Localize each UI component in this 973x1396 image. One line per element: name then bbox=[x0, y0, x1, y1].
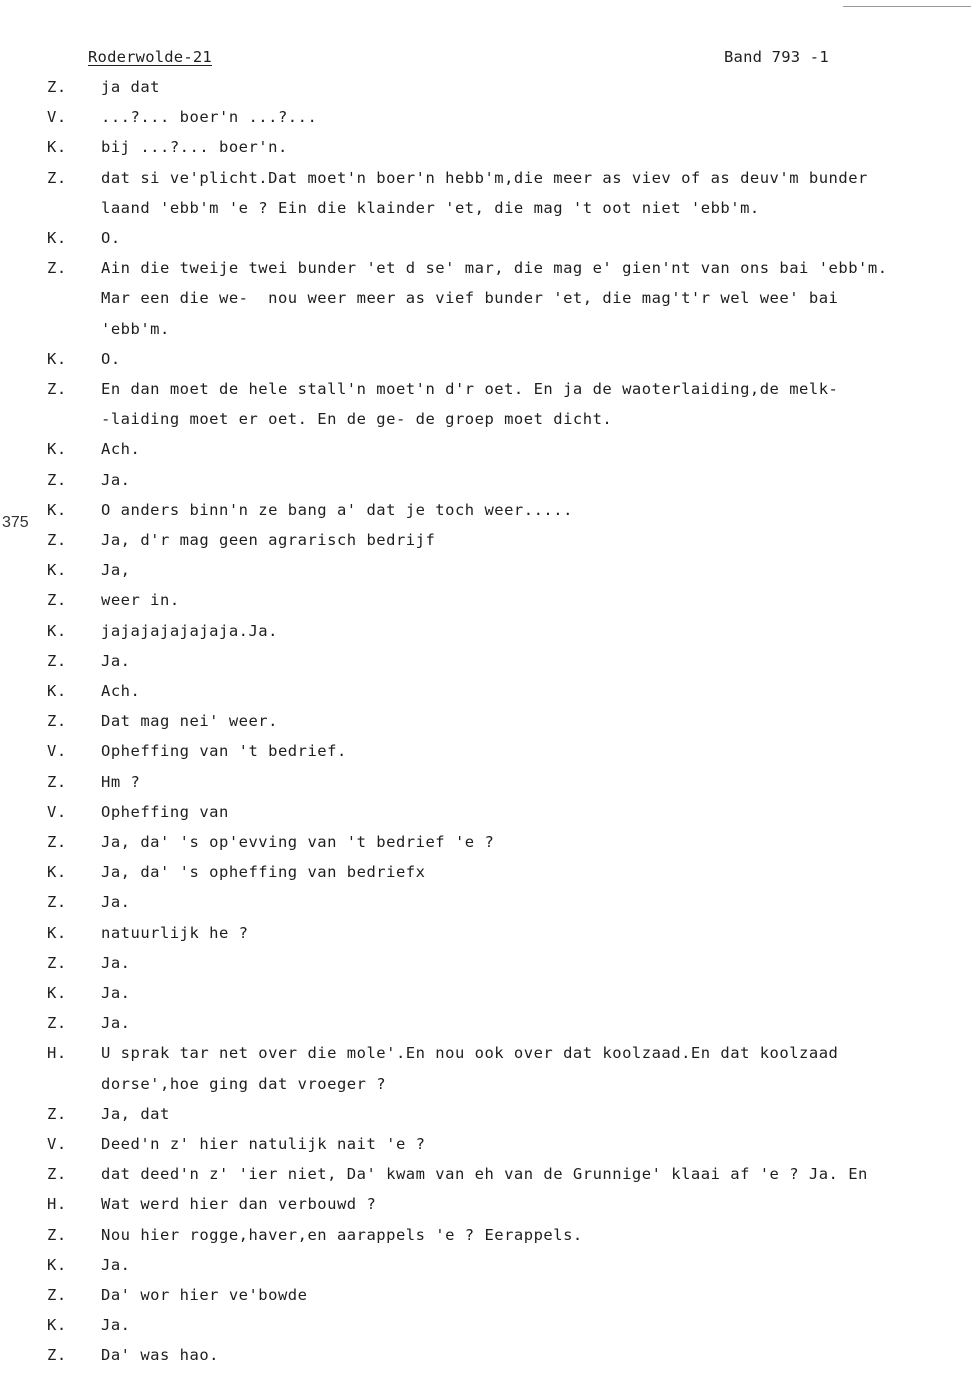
utterance-line: 'ebb'm. bbox=[101, 319, 170, 338]
speaker-label: V. bbox=[47, 108, 67, 127]
utterance-line: O anders binn'n ze bang a' dat je toch weer..... bbox=[101, 500, 573, 519]
utterance-line: Dat mag nei' weer. bbox=[101, 712, 278, 731]
speaker-label: Z. bbox=[47, 380, 67, 398]
speaker-label: K. bbox=[47, 229, 67, 247]
top-rule bbox=[843, 6, 971, 7]
speaker-label: V. bbox=[47, 1135, 67, 1153]
speaker-label: K. bbox=[47, 138, 67, 157]
utterance-line: jajajajajajaja.Ja. bbox=[101, 621, 278, 640]
utterance-line: Ja. bbox=[101, 893, 131, 912]
utterance-line: Wat werd hier dan verbouwd ? bbox=[101, 1195, 377, 1214]
speaker-label: Z. bbox=[47, 470, 67, 489]
margin-note: 375 bbox=[2, 514, 29, 531]
utterance-line: dat deed'n z' 'ier niet, Da' kwam van eh van de Grunnige' klaai af 'e ? Ja. En bbox=[101, 1165, 868, 1184]
utterance-line: Hm ? bbox=[101, 772, 141, 791]
header-location: Roderwolde-21 bbox=[88, 48, 212, 66]
speaker-label: Z. bbox=[47, 78, 67, 96]
utterance-line: dorse',hoe ging dat vroeger ? bbox=[101, 1074, 387, 1093]
speaker-label: K. bbox=[47, 500, 67, 519]
speaker-label: K. bbox=[47, 682, 67, 700]
utterance-line: Mar een die we- nou weer meer as vief bunder 'et, die mag't'r wel wee' bai bbox=[101, 289, 839, 308]
speaker-label: Z. bbox=[47, 712, 67, 731]
utterance-line: ...?... boer'n ...?... bbox=[101, 108, 318, 127]
utterance-line: Ja, da' 's opheffing van bedriefx bbox=[101, 863, 426, 882]
utterance-line: Ja. bbox=[101, 953, 131, 972]
speaker-label: Z. bbox=[47, 168, 67, 187]
speaker-label: K. bbox=[47, 349, 67, 368]
utterance-line: Ja, dat bbox=[101, 1104, 170, 1123]
utterance-line: weer in. bbox=[101, 591, 180, 610]
speaker-label: Z. bbox=[47, 591, 67, 610]
speaker-label: K. bbox=[47, 1255, 67, 1274]
utterance-line: Opheffing van 't bedrief. bbox=[101, 742, 347, 761]
speaker-label: K. bbox=[47, 561, 67, 580]
speaker-label: Z. bbox=[47, 893, 67, 912]
utterance-line: O. bbox=[101, 229, 121, 247]
utterance-line: En dan moet de hele stall'n moet'n d'r oet. En ja de waoterlaiding,de melk- bbox=[101, 380, 839, 398]
speaker-label: H. bbox=[47, 1044, 67, 1063]
utterance-line: Ja, d'r mag geen agrarisch bedrijf bbox=[101, 531, 436, 549]
utterance-line: Ja. bbox=[101, 651, 131, 670]
speaker-label: Z. bbox=[47, 772, 67, 791]
speaker-label: K. bbox=[47, 984, 67, 1002]
header-band: Band 793 -1 bbox=[724, 48, 829, 66]
utterance-line: laand 'ebb'm 'e ? Ein die klainder 'et, die mag 't oot niet 'ebb'm. bbox=[101, 198, 760, 217]
utterance-line: Ja, da' 's op'evving van 't bedrief 'e ? bbox=[101, 833, 495, 851]
utterance-line: Ja, bbox=[101, 561, 131, 580]
speaker-label: Z. bbox=[47, 1165, 67, 1184]
speaker-label: Z. bbox=[47, 259, 67, 278]
speaker-label: K. bbox=[47, 1316, 67, 1335]
speaker-label: K. bbox=[47, 923, 67, 942]
utterance-line: Ach. bbox=[101, 682, 141, 700]
speaker-label: K. bbox=[47, 863, 67, 882]
utterance-line: bij ...?... boer'n. bbox=[101, 138, 288, 157]
speaker-label: Z. bbox=[47, 1104, 67, 1123]
speaker-label: K. bbox=[47, 440, 67, 459]
utterance-line: ja dat bbox=[101, 78, 160, 96]
speaker-label: Z. bbox=[47, 833, 67, 851]
speaker-label: Z. bbox=[47, 1014, 67, 1033]
utterance-line: Deed'n z' hier natulijk nait 'e ? bbox=[101, 1135, 426, 1153]
utterance-line: Ja. bbox=[101, 1316, 131, 1335]
utterance-line: Ain die tweije twei bunder 'et d se' mar, die mag e' gien'nt van ons bai 'ebb'm. bbox=[101, 259, 888, 278]
speaker-label: Z. bbox=[47, 1286, 67, 1304]
speaker-label: Z. bbox=[47, 1346, 67, 1365]
utterance-line: Ja. bbox=[101, 1014, 131, 1033]
utterance-line: -laiding moet er oet. En de ge- de groep moet dicht. bbox=[101, 410, 613, 429]
utterance-line: Da' wor hier ve'bowde bbox=[101, 1286, 308, 1304]
utterance-line: natuurlijk he ? bbox=[101, 923, 249, 942]
utterance-line: dat si ve'plicht.Dat moet'n boer'n hebb'm,die meer as viev of as deuv'm bunder bbox=[101, 168, 868, 187]
speaker-label: Z. bbox=[47, 651, 67, 670]
speaker-label: Z. bbox=[47, 953, 67, 972]
utterance-line: Da' was hao. bbox=[101, 1346, 219, 1365]
utterance-line: Ja. bbox=[101, 984, 131, 1002]
speaker-label: H. bbox=[47, 1195, 67, 1214]
speaker-label: Z. bbox=[47, 531, 67, 549]
utterance-line: Ja. bbox=[101, 1255, 131, 1274]
utterance-line: Nou hier rogge,haver,en aarappels 'e ? Eerappels. bbox=[101, 1225, 583, 1244]
utterance-line: U sprak tar net over die mole'.En nou ook over dat koolzaad.En dat koolzaad bbox=[101, 1044, 839, 1063]
speaker-label: V. bbox=[47, 742, 67, 761]
utterance-line: Ach. bbox=[101, 440, 141, 459]
speaker-label: K. bbox=[47, 621, 67, 640]
utterance-line: Ja. bbox=[101, 470, 131, 489]
utterance-line: O. bbox=[101, 349, 121, 368]
utterance-line: Opheffing van bbox=[101, 802, 229, 821]
speaker-label: V. bbox=[47, 802, 67, 821]
speaker-label: Z. bbox=[47, 1225, 67, 1244]
